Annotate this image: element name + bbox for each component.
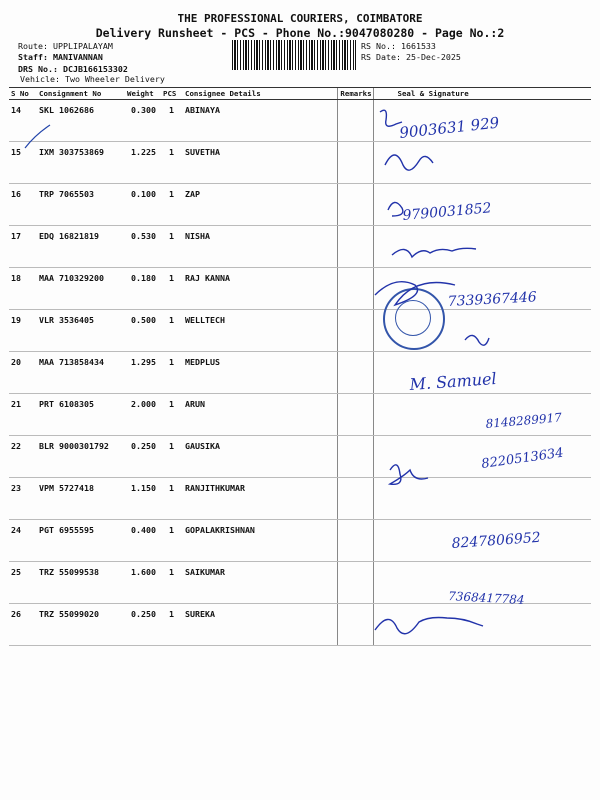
consignee-cell: ARUN xyxy=(183,394,337,436)
pcs-cell: 1 xyxy=(161,562,183,604)
pcs-cell: 1 xyxy=(161,352,183,394)
remarks-cell xyxy=(337,142,373,184)
remarks-cell xyxy=(337,268,373,310)
pcs-cell: 1 xyxy=(161,520,183,562)
col-consignment: Consignment No xyxy=(37,88,125,100)
weight-cell: 0.300 xyxy=(125,100,161,142)
weight-cell: 0.250 xyxy=(125,604,161,646)
signature-cell xyxy=(373,394,591,436)
consignee-cell: ABINAYA xyxy=(183,100,337,142)
col-remarks: Remarks xyxy=(337,88,373,100)
phone-row24: 8247806952 xyxy=(451,529,542,552)
pcs-cell: 1 xyxy=(161,142,183,184)
pcs-cell: 1 xyxy=(161,604,183,646)
sno-cell: 15 xyxy=(9,142,37,184)
consignee-cell: GAUSIKA xyxy=(183,436,337,478)
weight-cell: 1.295 xyxy=(125,352,161,394)
remarks-cell xyxy=(337,604,373,646)
consignment-cell: EDQ 16821819 xyxy=(37,226,125,268)
table-row xyxy=(9,226,591,268)
weight-cell: 0.250 xyxy=(125,436,161,478)
consignee-cell: GOPALAKRISHNAN xyxy=(183,520,337,562)
pcs-cell: 1 xyxy=(161,268,183,310)
consignment-cell: VPM 5727418 xyxy=(37,478,125,520)
table-row xyxy=(9,310,591,352)
company-title: THE PROFESSIONAL COURIERS, COIMBATORE xyxy=(177,12,423,25)
signature-cell xyxy=(373,436,591,478)
table-row xyxy=(9,562,591,604)
signature-cell xyxy=(373,520,591,562)
consignee-cell: SUREKA xyxy=(183,604,337,646)
signature-cell xyxy=(373,352,591,394)
table-row xyxy=(9,394,591,436)
barcode xyxy=(232,40,356,70)
runsheet-subtitle: Delivery Runsheet - PCS - Phone No.:9047080280 - Page No.:2 xyxy=(95,26,505,40)
remarks-cell xyxy=(337,310,373,352)
consignee-cell: SUVETHA xyxy=(183,142,337,184)
sno-cell: 26 xyxy=(9,604,37,646)
pcs-cell: 1 xyxy=(161,436,183,478)
consignment-cell: IXM 303753869 xyxy=(37,142,125,184)
remarks-cell xyxy=(337,562,373,604)
consignment-cell: MAA 710329200 xyxy=(37,268,125,310)
remarks-cell xyxy=(337,100,373,142)
courier-seal-stamp xyxy=(383,288,445,350)
phone-row16: 9790031852 xyxy=(401,200,493,224)
consignee-cell: MEDPLUS xyxy=(183,352,337,394)
weight-cell: 1.600 xyxy=(125,562,161,604)
runsheet-table xyxy=(9,87,591,646)
pcs-cell: 1 xyxy=(161,394,183,436)
consignment-cell: BLR 9000301792 xyxy=(37,436,125,478)
weight-cell: 0.400 xyxy=(125,520,161,562)
remarks-cell xyxy=(337,478,373,520)
sno-cell: 25 xyxy=(9,562,37,604)
table-row xyxy=(9,604,591,646)
consignment-cell: PRT 6108305 xyxy=(37,394,125,436)
phone-row18: 7339367446 xyxy=(447,289,538,310)
drs-number: DRS No.: DCJB166153302 xyxy=(18,64,128,74)
remarks-cell xyxy=(337,226,373,268)
phone-row14: 9003631 929 xyxy=(398,113,501,142)
sno-cell: 21 xyxy=(9,394,37,436)
weight-cell: 0.100 xyxy=(125,184,161,226)
col-consignee: Consignee Details xyxy=(183,88,337,100)
weight-cell: 0.500 xyxy=(125,310,161,352)
phone-row22: 8220513634 xyxy=(480,445,565,472)
col-sno: S No xyxy=(9,88,37,100)
weight-cell: 0.530 xyxy=(125,226,161,268)
consignment-cell: TRP 7065503 xyxy=(37,184,125,226)
consignment-cell: VLR 3536405 xyxy=(37,310,125,352)
sno-cell: 14 xyxy=(9,100,37,142)
weight-cell: 1.225 xyxy=(125,142,161,184)
vehicle: Vehicle: Two Wheeler Delivery xyxy=(20,74,165,84)
signature-cell xyxy=(373,100,591,142)
table-row xyxy=(9,184,591,226)
rs-date: RS Date: 25-Dec-2025 xyxy=(361,52,461,62)
table-row xyxy=(9,268,591,310)
pcs-cell: 1 xyxy=(161,310,183,352)
table-header-row xyxy=(9,88,591,100)
consignment-cell: TRZ 55099020 xyxy=(37,604,125,646)
consignment-cell: MAA 713858434 xyxy=(37,352,125,394)
phone-row21: 8148289917 xyxy=(485,410,563,431)
table-row xyxy=(9,520,591,562)
signature-cell xyxy=(373,562,591,604)
signature-cell xyxy=(373,478,591,520)
consignee-cell: ZAP xyxy=(183,184,337,226)
sno-cell: 19 xyxy=(9,310,37,352)
remarks-cell xyxy=(337,520,373,562)
sno-cell: 16 xyxy=(9,184,37,226)
rs-number: RS No.: 1661533 xyxy=(361,41,436,51)
remarks-cell xyxy=(337,394,373,436)
weight-cell: 1.150 xyxy=(125,478,161,520)
sno-cell: 23 xyxy=(9,478,37,520)
sno-cell: 20 xyxy=(9,352,37,394)
consignee-cell: WELLTECH xyxy=(183,310,337,352)
table-row xyxy=(9,478,591,520)
consignment-cell: TRZ 55099538 xyxy=(37,562,125,604)
remarks-cell xyxy=(337,352,373,394)
pcs-cell: 1 xyxy=(161,100,183,142)
consignee-cell: NISHA xyxy=(183,226,337,268)
sno-cell: 18 xyxy=(9,268,37,310)
table-row xyxy=(9,352,591,394)
pcs-cell: 1 xyxy=(161,478,183,520)
table-row xyxy=(9,436,591,478)
remarks-cell xyxy=(337,184,373,226)
weight-cell: 2.000 xyxy=(125,394,161,436)
col-pcs: PCS xyxy=(161,88,183,100)
table-row xyxy=(9,142,591,184)
phone-row25: 7368417784 xyxy=(447,589,525,607)
sno-cell: 24 xyxy=(9,520,37,562)
remarks-cell xyxy=(337,436,373,478)
consignee-cell: RAJ KANNA xyxy=(183,268,337,310)
table-row xyxy=(9,100,591,142)
weight-cell: 0.180 xyxy=(125,268,161,310)
signature-cell xyxy=(373,142,591,184)
sno-cell: 17 xyxy=(9,226,37,268)
consignee-cell: SAIKUMAR xyxy=(183,562,337,604)
signature-cell xyxy=(373,604,591,646)
signature-row20: M. Samuel xyxy=(408,368,498,394)
pcs-cell: 1 xyxy=(161,226,183,268)
col-signature: Seal & Signature xyxy=(373,88,591,100)
col-weight: Weight xyxy=(125,88,161,100)
sno-cell: 22 xyxy=(9,436,37,478)
route: Route: UPPLIPALAYAM xyxy=(18,41,113,51)
consignment-cell: SKL 1062686 xyxy=(37,100,125,142)
signature-cell xyxy=(373,184,591,226)
signature-cell xyxy=(373,226,591,268)
pcs-cell: 1 xyxy=(161,184,183,226)
consignee-cell: RANJITHKUMAR xyxy=(183,478,337,520)
consignment-cell: PGT 6955595 xyxy=(37,520,125,562)
staff: Staff: MANIVANNAN xyxy=(18,52,103,62)
